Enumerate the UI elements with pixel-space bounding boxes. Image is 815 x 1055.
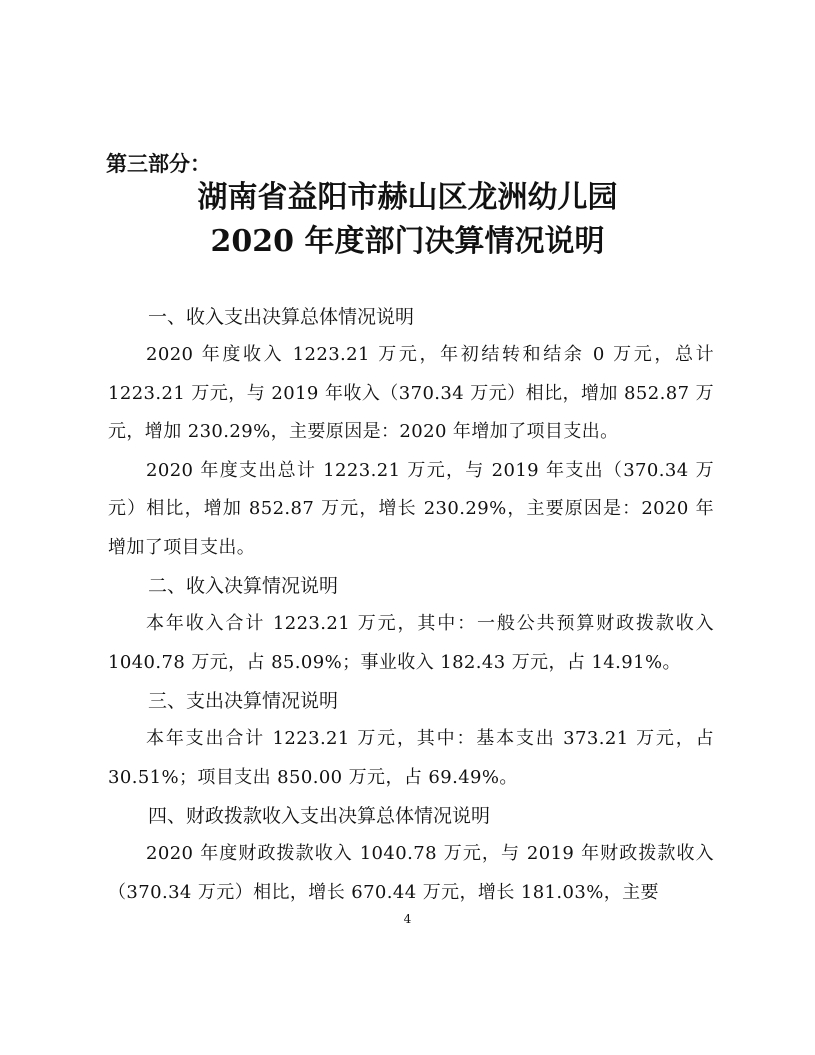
part-label: 第三部分： (106, 152, 211, 176)
section-heading-fiscal-appropriation: 四、财政拨款收入支出决算总体情况说明 (148, 805, 491, 827)
section-paragraph: 2020 年度支出总计 1223.21 万元，与 2019 年支出（370.34 万元）相比，增加 852.87 万元，增长 230.29%，主要原因是：2020 年增加了项目支出。 (108, 459, 714, 558)
page-number: 4 (403, 912, 412, 926)
section-heading-income: 二、收入决算情况说明 (148, 575, 339, 597)
section-paragraph: 本年收入合计 1223.21 万元，其中：一般公共预算财政拨款收入 1040.78 万元，占 85.09%；事业收入 182.43 万元，占 14.91%。 (108, 613, 714, 673)
document-title-line-2: 2020 年度部门决算情况说明 (210, 224, 605, 259)
section-heading-income-expenditure-overview: 一、收入支出决算总体情况说明 (148, 306, 415, 328)
document-title-line-1: 湖南省益阳市赫山区龙洲幼儿园 (197, 180, 618, 215)
section-heading-expenditure: 三、支出决算情况说明 (148, 690, 339, 712)
section-paragraph: 2020 年度收入 1223.21 万元，年初结转和结余 0 万元，总计 1223.21 万元，与 2019 年收入（370.34 万元）相比，增加 852.87 万元，增加 230.29%，主要原因是：2020 年增加了项目支出。 (108, 344, 714, 442)
section-paragraph: 本年支出合计 1223.21 万元，其中：基本支出 373.21 万元，占 30.51%；项目支出 850.00 万元，占 69.49%。 (108, 728, 714, 788)
section-paragraph: 2020 年度财政拨款收入 1040.78 万元，与 2019 年财政拨款收入（370.34 万元）相比，增长 670.44 万元，增长 181.03%，主要 (108, 843, 714, 903)
document-body (108, 298, 714, 912)
